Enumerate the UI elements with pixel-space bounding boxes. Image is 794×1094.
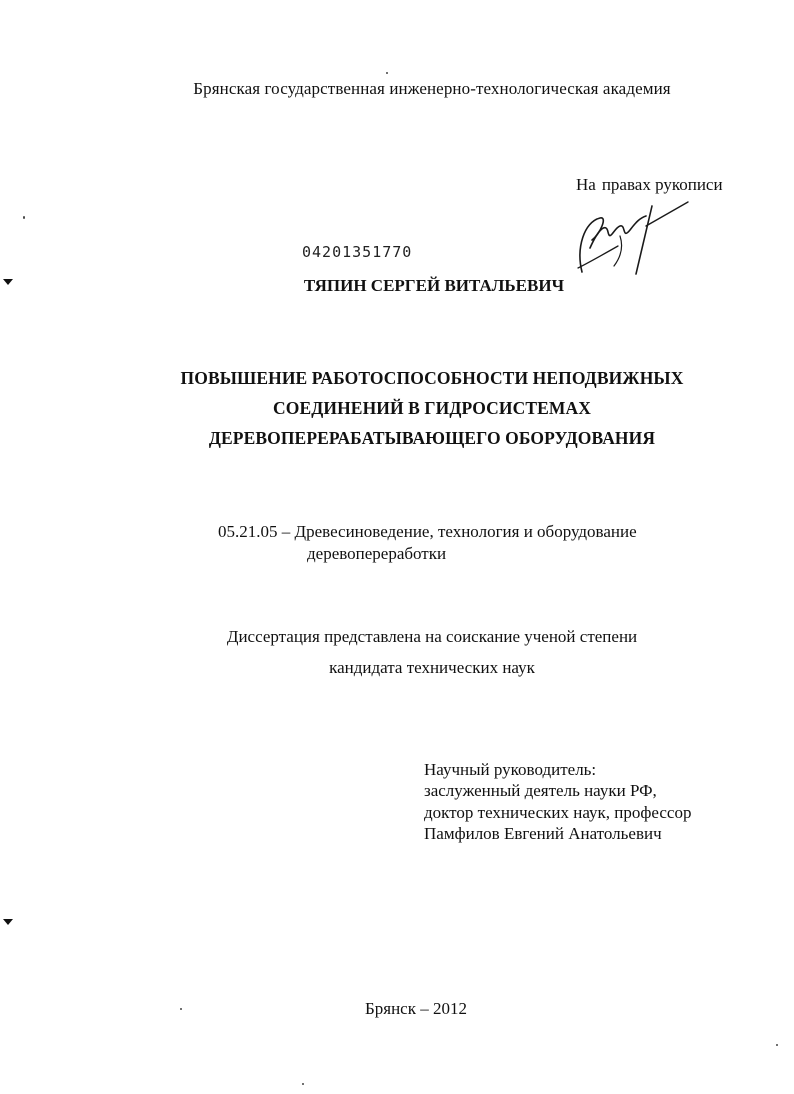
rights-prefix: На [576,175,596,194]
author-signature [560,188,700,284]
dissertation-title-line-3: ДЕРЕВОПЕРЕРАБАТЫВАЮЩЕГО ОБОРУДОВАНИЯ [208,428,656,448]
scan-speck [180,1008,182,1010]
dissertation-title-line-2: СОЕДИНЕНИЙ В ГИДРОСИСТЕМАХ [273,398,591,418]
supervisor-honor: заслуженный деятель науки РФ, [424,781,657,800]
scan-margin-mark-icon [3,919,13,925]
archive-code: 04201351770 [302,243,413,261]
dissertation-title-line-1: ПОВЫШЕНИЕ РАБОТОСПОСОБНОСТИ НЕПОДВИЖНЫХ [180,368,684,388]
supervisor-name: Памфилов Евгений Анатольевич [424,824,662,843]
author-name: ТЯПИН СЕРГЕЙ ВИТАЛЬЕВИЧ [303,276,565,295]
place-and-year: Брянск – 2012 [365,999,467,1018]
supervisor-heading: Научный руководитель: [424,760,597,779]
supervisor-degree: доктор технических наук, профессор [424,803,692,822]
scan-speck [776,1044,778,1046]
scan-speck [302,1083,304,1085]
specialty-line-2: деревопереработки [307,544,447,563]
scan-speck [23,216,25,219]
rights-text: правах рукописи [601,175,723,194]
dissertation-degree-line-1: Диссертация представлена на соискание ученой степени [226,627,638,646]
specialty-line-1: 05.21.05 – Древесиноведение, технология и оборудование [218,522,637,541]
scan-margin-mark-icon [3,279,13,285]
scan-speck [386,72,388,74]
institution-name: Брянская государственная инженерно-технологическая академия [193,79,671,98]
dissertation-degree-line-2: кандидата технических наук [329,658,535,677]
